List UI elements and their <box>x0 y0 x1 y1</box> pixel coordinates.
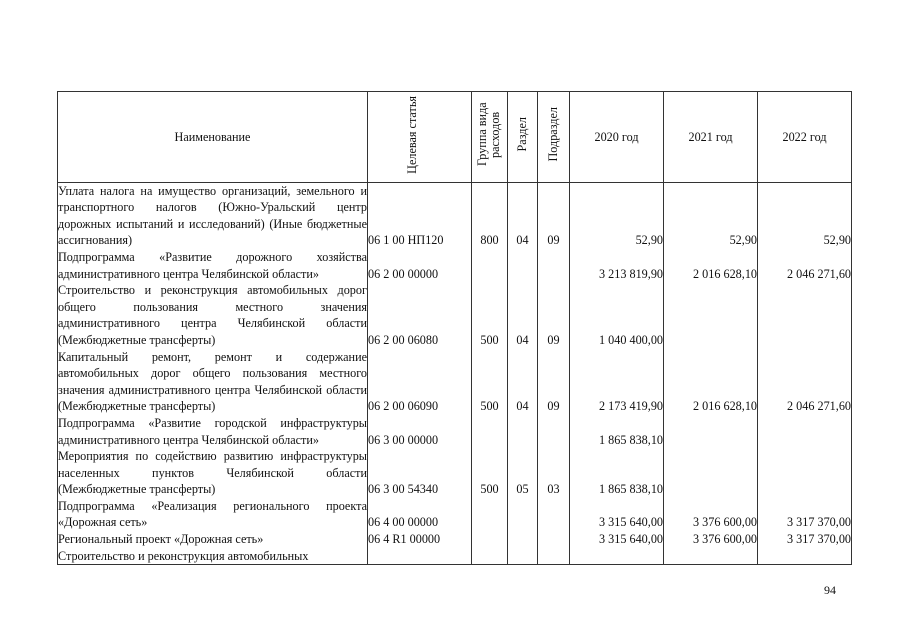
table-row <box>58 182 852 249</box>
header-2020: 2020 год <box>570 92 664 183</box>
header-2022: 2022 год <box>758 92 852 183</box>
header-subsection: Подраздел <box>538 92 570 183</box>
cell-name: Капитальный ремонт, ремонт и содержание автомобильных дорог общего пользования местного значения административного центра Челябинской области (Межбюджетные трансферты) <box>58 349 367 414</box>
cell-v2021: 52,90 <box>664 182 758 249</box>
cell-section <box>508 415 538 448</box>
table-row <box>58 349 852 415</box>
cell-v2022 <box>758 415 852 448</box>
cell-group <box>472 415 508 448</box>
header-2021: 2021 год <box>664 92 758 183</box>
cell-name: Подпрограмма «Развитие городской инфраструктуры административного центра Челябинской области» <box>58 415 367 447</box>
cell-code: 06 1 00 НП120 <box>368 182 472 249</box>
cell-v2022: 3 317 370,00 <box>758 531 852 548</box>
cell-code: 06 2 00 06080 <box>368 282 472 348</box>
cell-group: 500 <box>472 282 508 348</box>
header-name: Наименование <box>58 92 368 183</box>
cell-subsection <box>538 415 570 448</box>
cell-v2022 <box>758 548 852 565</box>
cell-subsection <box>538 531 570 548</box>
cell-v2021: 2 016 628,10 <box>664 349 758 415</box>
cell-v2022 <box>758 282 852 348</box>
cell-v2020 <box>570 548 664 565</box>
cell-code <box>368 548 472 565</box>
cell-v2022 <box>758 448 852 498</box>
cell-v2021: 3 376 600,00 <box>664 498 758 531</box>
cell-subsection <box>538 498 570 531</box>
cell-subsection: 09 <box>538 282 570 348</box>
cell-group: 500 <box>472 349 508 415</box>
cell-section: 04 <box>508 282 538 348</box>
cell-code: 06 2 00 06090 <box>368 349 472 415</box>
table-row <box>58 415 852 448</box>
cell-name: Уплата налога на имущество организаций, земельного и транспортного налогов (Южно-Уральский центр дорожных испытаний и исследований) (Иные бюджетные ассигнования) <box>58 183 367 248</box>
header-section: Раздел <box>508 92 538 183</box>
cell-subsection <box>538 548 570 565</box>
cell-code: 06 3 00 00000 <box>368 415 472 448</box>
cell-v2021: 3 376 600,00 <box>664 531 758 548</box>
table-row <box>58 498 852 531</box>
cell-subsection <box>538 249 570 282</box>
cell-v2020: 52,90 <box>570 182 664 249</box>
cell-v2021 <box>664 415 758 448</box>
cell-v2022: 3 317 370,00 <box>758 498 852 531</box>
cell-v2020: 3 315 640,00 <box>570 531 664 548</box>
cell-group: 800 <box>472 182 508 249</box>
header-group: Группа вида расходов <box>472 92 508 183</box>
cell-name: Подпрограмма «Реализация регионального проекта «Дорожная сеть» <box>58 498 367 530</box>
cell-name: Строительство и реконструкция автомобильных <box>58 548 368 565</box>
cell-section <box>508 249 538 282</box>
cell-subsection: 09 <box>538 349 570 415</box>
table-row <box>58 531 852 548</box>
cell-section: 04 <box>508 182 538 249</box>
cell-v2022: 2 046 271,60 <box>758 249 852 282</box>
table-row <box>58 249 852 282</box>
cell-code: 06 4 R1 00000 <box>368 531 472 548</box>
cell-name: Подпрограмма «Развитие дорожного хозяйства административного центра Челябинской области» <box>58 249 367 281</box>
cell-group <box>472 498 508 531</box>
cell-group: 500 <box>472 448 508 498</box>
cell-group <box>472 249 508 282</box>
budget-table <box>57 91 852 565</box>
table-row <box>58 282 852 348</box>
cell-section: 04 <box>508 349 538 415</box>
cell-name: Мероприятия по содействию развитию инфраструктуры населенных пунктов Челябинской области (Межбюджетные трансферты) <box>58 449 367 497</box>
cell-section <box>508 498 538 531</box>
cell-v2021 <box>664 548 758 565</box>
table-row <box>58 548 852 565</box>
cell-name: Строительство и реконструкция автомобильных дорог общего пользования местного значения административного центра Челябинской области (Межбюджетные трансферты) <box>58 283 367 347</box>
cell-subsection: 03 <box>538 448 570 498</box>
cell-section <box>508 548 538 565</box>
cell-v2021 <box>664 282 758 348</box>
table-header-row <box>58 92 852 183</box>
cell-v2020: 1 865 838,10 <box>570 448 664 498</box>
cell-section <box>508 531 538 548</box>
cell-v2020: 2 173 419,90 <box>570 349 664 415</box>
cell-name: Региональный проект «Дорожная сеть» <box>58 531 368 548</box>
cell-v2021 <box>664 448 758 498</box>
cell-v2022: 2 046 271,60 <box>758 349 852 415</box>
cell-code: 06 2 00 00000 <box>368 249 472 282</box>
cell-code: 06 4 00 00000 <box>368 498 472 531</box>
cell-v2020: 1 865 838,10 <box>570 415 664 448</box>
cell-v2021: 2 016 628,10 <box>664 249 758 282</box>
cell-subsection: 09 <box>538 182 570 249</box>
cell-v2020: 1 040 400,00 <box>570 282 664 348</box>
cell-group <box>472 548 508 565</box>
cell-v2020: 3 213 819,90 <box>570 249 664 282</box>
header-target: Целевая статья <box>368 92 472 183</box>
cell-section: 05 <box>508 448 538 498</box>
cell-v2020: 3 315 640,00 <box>570 498 664 531</box>
page-number: 94 <box>824 583 836 597</box>
table-row <box>58 448 852 498</box>
cell-group <box>472 531 508 548</box>
cell-code: 06 3 00 54340 <box>368 448 472 498</box>
cell-v2022: 52,90 <box>758 182 852 249</box>
